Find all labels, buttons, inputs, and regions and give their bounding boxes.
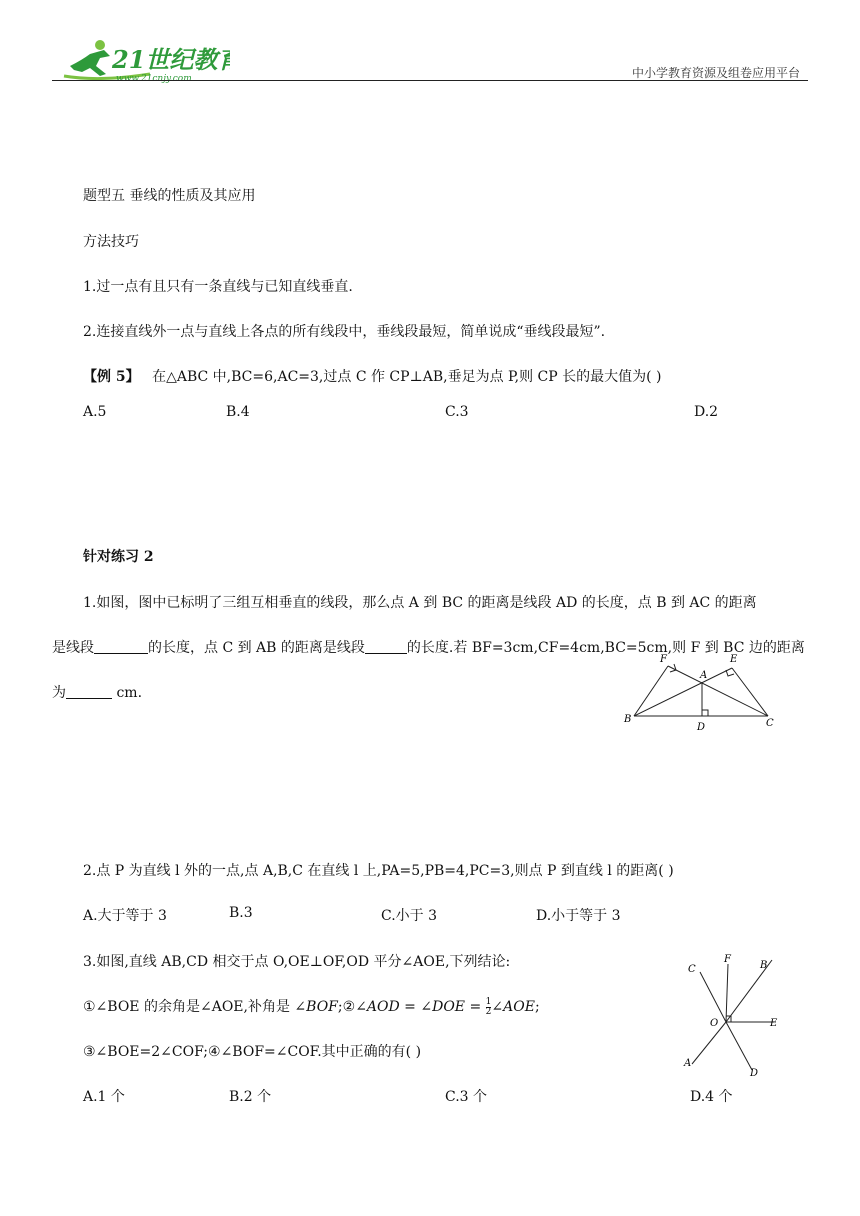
logo-text: 21世纪教育 xyxy=(112,45,230,74)
q3-option-c: C.3 个 xyxy=(445,1089,488,1105)
q2-option-c: C.小于 3 xyxy=(381,908,438,924)
rule-2: 2.连接直线外一点与直线上各点的所有线段中，垂线段最短，简单说成“垂线段最短”. xyxy=(83,324,606,340)
q2-option-b: B.3 xyxy=(229,905,253,921)
label-f: F xyxy=(660,654,667,665)
label-c: C xyxy=(688,964,696,975)
example-option-a: A.5 xyxy=(83,404,107,420)
q1-blank-3[interactable] xyxy=(66,684,112,699)
header-divider xyxy=(52,80,808,81)
q2-option-d: D.小于等于 3 xyxy=(536,908,621,924)
label-e: E xyxy=(770,1018,778,1029)
q3-option-b: B.2 个 xyxy=(229,1089,272,1105)
label-c: C xyxy=(766,718,774,729)
q1-line-2: 是线段 的长度，点 C 到 AB 的距离是线段 的长度.若 BF=3cm,CF=4cm,BC=5cm,则 F 到 BC 边的距离 xyxy=(52,640,805,656)
q3-option-a: A.1 个 xyxy=(83,1089,125,1105)
q1-blank-2[interactable] xyxy=(365,639,407,654)
label-f: F xyxy=(724,954,731,965)
label-d: D xyxy=(750,1068,759,1079)
example-option-d: D.2 xyxy=(694,404,719,420)
rule-1: 1.过一点有且只有一条直线与已知直线垂直. xyxy=(83,279,353,295)
example-text: 在△ABC 中,BC=6,AC=3,过点 C 作 CP⊥AB,垂足为点 P,则 CP 长的最大值为( ) xyxy=(152,369,662,385)
example-5 xyxy=(83,366,661,386)
example-option-b: B.4 xyxy=(226,404,250,420)
header-platform-name: 中小学教育资源及组卷应用平台 xyxy=(631,66,800,80)
q1-line-1: 1.如图，图中已标明了三组互相垂直的线段，那么点 A 到 BC 的距离是线段 AD 的长度，点 B 到 AC 的距离 xyxy=(83,595,757,611)
q1-line-3: 为 cm. xyxy=(52,685,143,701)
label-b: B xyxy=(624,714,632,725)
label-b: B xyxy=(760,960,768,971)
label-o: O xyxy=(710,1018,719,1029)
label-a: A xyxy=(700,670,708,681)
label-e: E xyxy=(730,654,738,665)
example-label: 【例 5】 xyxy=(83,369,140,385)
logo-url: www.21cnjy.com xyxy=(116,74,192,84)
q3-line-1: 3.如图,直线 AB,CD 相交于点 O,OE⊥OF,OD 平分∠AOE,下列结论: xyxy=(83,954,511,970)
method-title: 方法技巧 xyxy=(83,234,139,250)
triangle-figure xyxy=(620,648,780,736)
angle-figure xyxy=(678,952,788,1080)
q2-text: 2.点 P 为直线 l 外的一点,点 A,B,C 在直线 l 上,PA=5,PB=4,PC=3,则点 P 到直线 l 的距离( ) xyxy=(83,863,674,879)
section-title: 题型五 垂线的性质及其应用 xyxy=(83,188,256,204)
site-logo xyxy=(60,36,230,86)
label-a: A xyxy=(684,1058,692,1069)
fraction-half: $\frac{1}{2}$ xyxy=(485,996,492,1017)
q3-figure xyxy=(678,952,788,1080)
q1-figure xyxy=(620,648,780,736)
label-d: D xyxy=(697,722,706,733)
q3-line-2: ①∠BOE 的余角是∠AOE,补角是 ∠BOF;②∠AOD = ∠DOE = $\frac{1}{2}$ ∠AOE; xyxy=(83,996,540,1017)
practice-title: 针对练习 2 xyxy=(83,549,154,565)
q1-blank-1[interactable] xyxy=(94,639,148,654)
q3-option-d: D.4 个 xyxy=(690,1089,733,1105)
example-option-c: C.3 xyxy=(445,404,469,420)
q2-option-a: A.大于等于 3 xyxy=(83,908,167,924)
q3-line-3: ③∠BOE=2∠COF;④∠BOF=∠COF.其中正确的有( ) xyxy=(83,1044,422,1060)
